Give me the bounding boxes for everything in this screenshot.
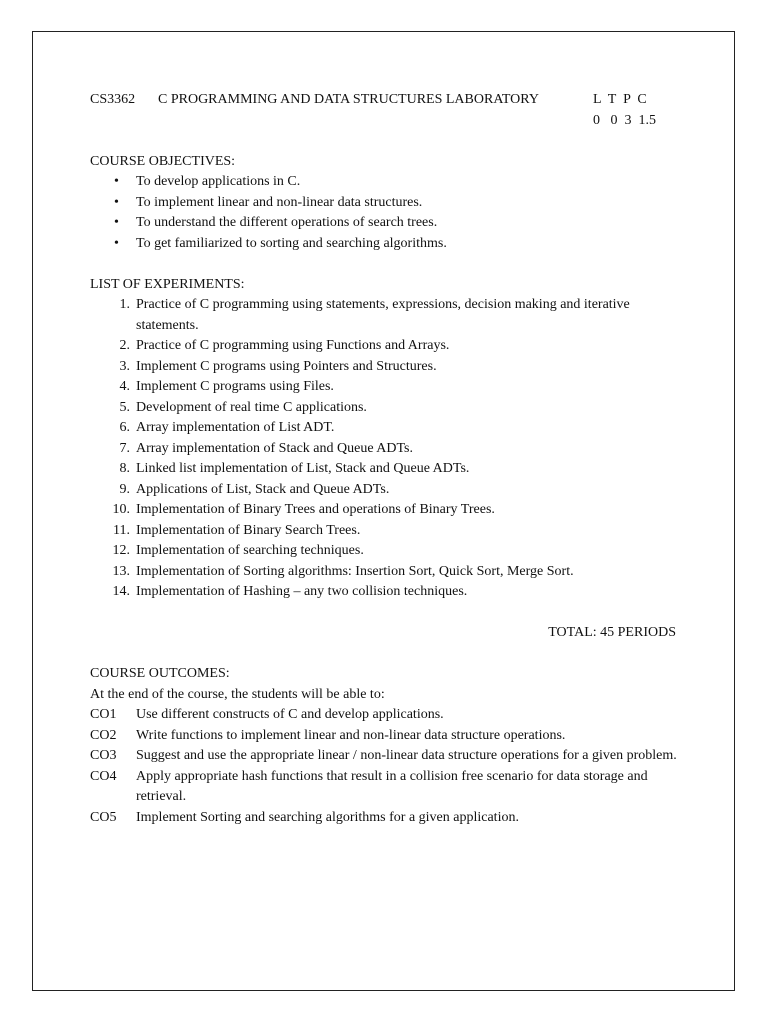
- objectives-section: [90, 152, 680, 255]
- experiment-text: Implement C programs using Pointers and Structures.: [136, 358, 437, 374]
- experiment-item: [90, 480, 680, 501]
- outcomes-section: [90, 664, 680, 828]
- experiments-list: [90, 295, 680, 603]
- objective-text: To develop applications in C.: [136, 174, 301, 189]
- bullet-icon: •: [114, 194, 119, 210]
- experiment-text: Array implementation of List ADT.: [136, 420, 335, 435]
- syllabus-content: [90, 90, 680, 828]
- experiment-text: Array implementation of Stack and Queue ADTs.: [136, 440, 414, 456]
- experiment-item: [90, 562, 680, 583]
- outcomes-list: [90, 705, 680, 828]
- objective-item: [90, 234, 680, 255]
- experiment-item: [90, 439, 680, 460]
- experiment-item: [90, 582, 680, 603]
- experiment-number: 14.: [112, 584, 130, 599]
- course-code: CS3362: [90, 92, 136, 107]
- experiment-item: [90, 418, 680, 439]
- experiment-number: 1.: [119, 297, 130, 312]
- experiment-text: Practice of C programming using statements, expressions, decision making and iterative statements.: [136, 297, 630, 333]
- bullet-icon: •: [114, 215, 119, 230]
- experiment-item: [90, 541, 680, 562]
- experiment-item: [90, 377, 680, 398]
- experiment-text: Implement C programs using Files.: [136, 379, 334, 394]
- outcome-code: CO1: [90, 707, 117, 722]
- objective-item: [90, 193, 680, 214]
- bullet-icon: •: [114, 235, 119, 251]
- objectives-heading: COURSE OBJECTIVES:: [90, 153, 236, 169]
- experiment-number: 13.: [112, 563, 130, 579]
- outcome-text: Use different constructs of C and develop applications.: [136, 707, 444, 722]
- experiment-number: 11.: [113, 522, 130, 538]
- objective-text: To get familiarized to sorting and searching algorithms.: [136, 235, 447, 251]
- ltpc-values: 0 0 3 1.5: [593, 112, 656, 128]
- outcome-code: CO5: [90, 809, 117, 825]
- experiment-text: Implementation of Binary Trees and operations of Binary Trees.: [136, 502, 495, 517]
- total-periods: TOTAL: 45 PERIODS: [548, 625, 676, 640]
- outcome-item: [90, 808, 680, 829]
- experiment-number: 9.: [119, 481, 130, 497]
- experiment-number: 12.: [112, 543, 130, 558]
- outcome-text: Apply appropriate hash functions that result in a collision free scenario for data storage and retrieval.: [136, 768, 648, 804]
- experiment-text: Implementation of Binary Search Trees.: [136, 522, 361, 538]
- course-header: [90, 90, 680, 131]
- experiment-text: Practice of C programming using Functions and Arrays.: [136, 338, 450, 353]
- experiment-text: Development of real time C applications.: [136, 399, 367, 415]
- objective-item: [90, 172, 680, 193]
- outcome-item: [90, 705, 680, 726]
- outcome-text: Write functions to implement linear and non-linear data structure operations.: [136, 727, 566, 743]
- outcome-text: Suggest and use the appropriate linear / non-linear data structure operations for a given problem.: [136, 748, 677, 763]
- experiment-number: 8.: [119, 461, 130, 476]
- experiment-item: [90, 295, 680, 336]
- experiment-number: 2.: [119, 338, 130, 353]
- outcome-code: CO3: [90, 748, 117, 763]
- experiment-number: 4.: [119, 379, 130, 394]
- experiment-item: [90, 398, 680, 419]
- experiment-text: Applications of List, Stack and Queue ADTs.: [136, 481, 390, 497]
- experiment-text: Implementation of Sorting algorithms: Insertion Sort, Quick Sort, Merge Sort.: [136, 563, 574, 579]
- objective-text: To understand the different operations of search trees.: [136, 215, 438, 230]
- outcome-item: [90, 726, 680, 747]
- experiment-number: 3.: [119, 358, 130, 374]
- outcome-item: [90, 746, 680, 767]
- experiment-number: 7.: [119, 440, 130, 456]
- experiments-section: [90, 275, 680, 644]
- outcome-code: CO2: [90, 727, 117, 743]
- experiment-item: [90, 336, 680, 357]
- outcome-item: [90, 767, 680, 808]
- bullet-icon: •: [114, 174, 119, 189]
- experiment-text: Implementation of Hashing – any two collision techniques.: [136, 584, 468, 599]
- course-title: C PROGRAMMING AND DATA STRUCTURES LABORATORY: [158, 92, 539, 107]
- experiment-item: [90, 357, 680, 378]
- experiment-item: [90, 459, 680, 480]
- outcome-code: CO4: [90, 768, 117, 784]
- experiment-text: Linked list implementation of List, Stack and Queue ADTs.: [136, 461, 470, 476]
- objectives-list: [90, 172, 680, 254]
- experiment-item: [90, 521, 680, 542]
- experiment-number: 6.: [119, 420, 130, 435]
- outcome-text: Implement Sorting and searching algorithms for a given application.: [136, 809, 519, 825]
- experiment-item: [90, 500, 680, 521]
- outcomes-intro: At the end of the course, the students will be able to:: [90, 686, 385, 702]
- experiment-number: 10.: [112, 502, 130, 517]
- objective-text: To implement linear and non-linear data structures.: [136, 194, 423, 210]
- ltpc-labels: L T P C: [593, 92, 647, 107]
- experiments-heading: LIST OF EXPERIMENTS:: [90, 276, 245, 292]
- experiment-text: Implementation of searching techniques.: [136, 543, 364, 558]
- experiment-number: 5.: [119, 399, 130, 415]
- objective-item: [90, 213, 680, 234]
- outcomes-heading: COURSE OUTCOMES:: [90, 666, 230, 681]
